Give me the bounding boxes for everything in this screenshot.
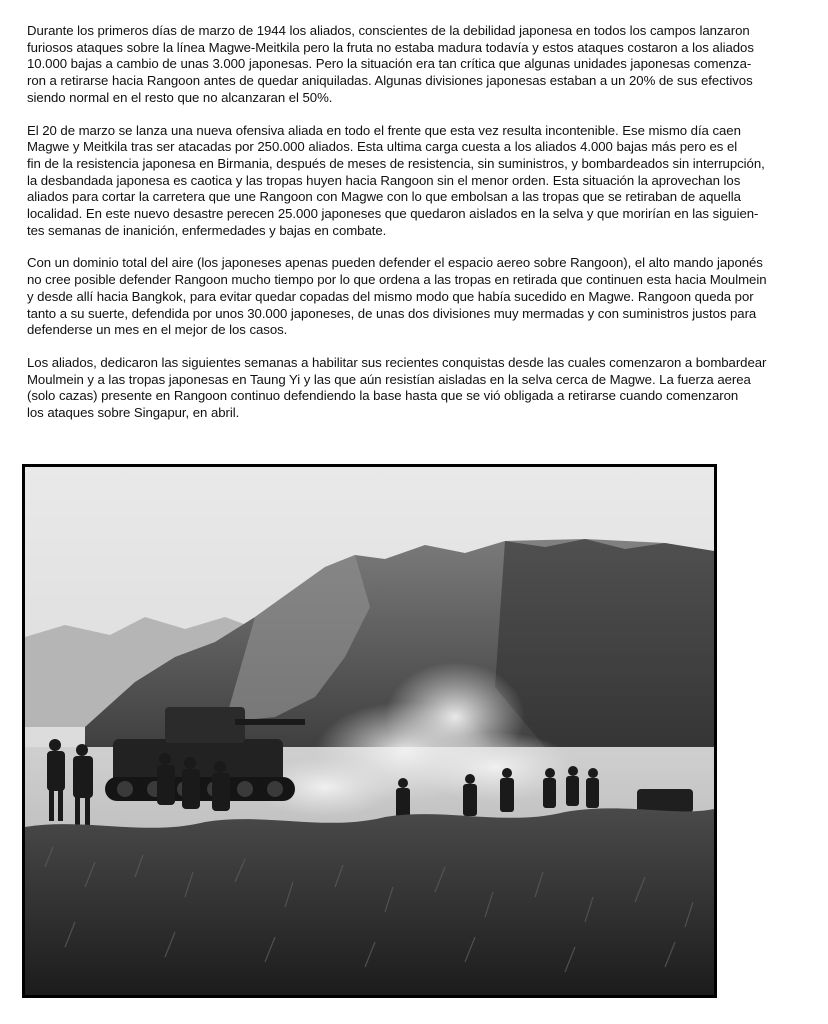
text-line: siendo normal en el resto que no alcanzaran el 50%.	[27, 89, 333, 105]
paragraph-4	[27, 355, 817, 422]
text-line: 10.000 bajas a cambio de unas 3.000 japonesas. Pero la situación era tan crítica que algunas unidades japonesas comenza-	[27, 56, 752, 72]
text-line: Moulmein y a las tropas japonesas en Taung Yi y las que aún resistían aisladas en la selva cerca de Magwe. La fuerza aerea	[27, 371, 751, 387]
text-line: Con un dominio total del aire (los japoneses apenas pueden defender el espacio aereo sobre Rangoon), el alto mando japonés	[27, 255, 763, 271]
text-line: fin de la resistencia japonesa en Birmania, después de meses de resistencia, sin suministros, y bombardeados sin interrupción,	[27, 155, 765, 171]
text-line: aliados para cortar la carretera que une Rangoon con Magwe con lo que embolsan a las tropas que se retiraban de aquella	[27, 189, 741, 205]
text-line: localidad. En este nuevo desastre perecen 25.000 japoneses que quedaron aislados en la selva y que morirían en las siguien-	[27, 206, 759, 222]
text-line: la desbandada japonesa es caotica y las tropas huyen hacia Rangoon sin el menor orden. Esta situación la aprovechan los	[27, 172, 741, 188]
text-line: ron a retirarse hacia Rangoon antes de quedar aniquiladas. Algunas divisiones japonesas estaban a un 20% de sus efectivos	[27, 73, 753, 89]
text-line: no cree posible defender Rangoon mucho tiempo por lo que ordena a las tropas en retirada que continuen esta hacia Moulmein	[27, 272, 767, 288]
text-line: tanto a su suerte, defendida por unos 30.000 japoneses, de unas dos divisiones muy mermadas y con suministros justos para	[27, 305, 757, 321]
article-text	[27, 23, 817, 438]
text-line: los ataques sobre Singapur, en abril.	[27, 405, 240, 421]
mountain-shadow	[495, 539, 714, 757]
text-line: Los aliados, dedicaron las siguientes semanas a habilitar sus recientes conquistas desde las cuales comenzaron a bombardear	[27, 354, 767, 370]
text-line: y desde allí hacia Bangkok, para evitar quedar copadas del mismo modo que había sucedido en Magwe. Rangoon queda por	[27, 288, 754, 304]
text-line: tes semanas de inanición, enfermedades y bajas en combate.	[27, 222, 387, 238]
photo-illustration	[25, 467, 714, 995]
text-line: Durante los primeros días de marzo de 1944 los aliados, conscientes de la debilidad japonesa en todos los campos lanzaron	[27, 23, 750, 38]
text-line: Magwe y Meitkila tras ser atacadas por 250.000 aliados. Esta ultima carga cuesta a los aliados 4.000 bajas más pero es el	[27, 139, 738, 155]
paragraph-1	[27, 23, 817, 107]
foreground-scrub	[25, 808, 714, 995]
text-line: (solo cazas) presente en Rangoon continuo defendiendo la base hasta que se vió obligada a retirarse cuando comenzaron	[27, 388, 739, 404]
text-line: defenderse un mes en el mejor de los casos.	[27, 322, 288, 338]
paragraph-3	[27, 255, 817, 339]
text-line: El 20 de marzo se lanza una nueva ofensiva aliada en todo el frente que esta vez resulta incontenible. Ese mismo día caen	[27, 122, 741, 138]
text-line: furiosos ataques sobre la línea Magwe-Meitkila pero la fruta no estaba madura todavía y estos ataques costaron a los aliados	[27, 39, 754, 55]
paragraph-2	[27, 123, 817, 240]
war-photograph	[22, 464, 717, 998]
